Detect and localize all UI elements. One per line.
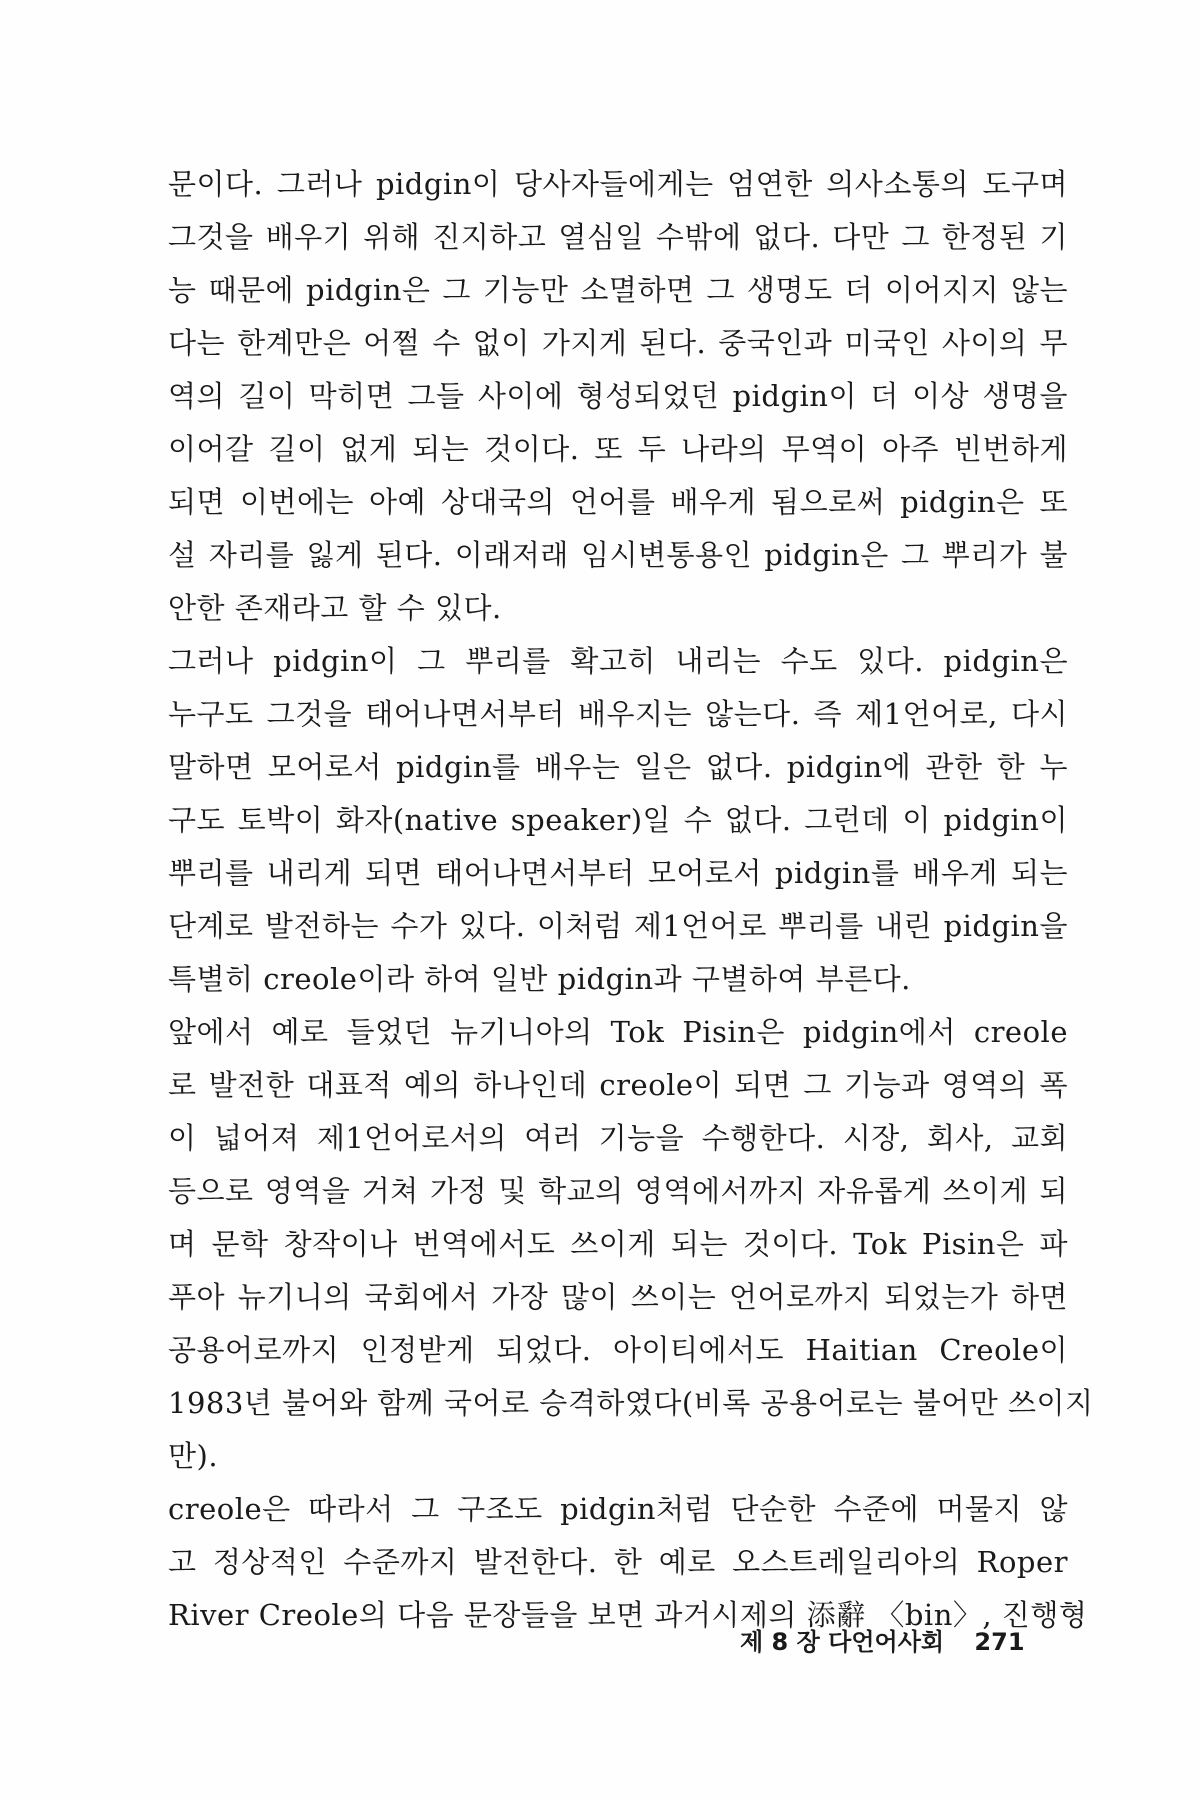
- text-line: 단계로 발전하는 수가 있다. 이처럼 제1언어로 뿌리를 내린 pidgin을: [168, 909, 1068, 943]
- text-line: 그러나 pidgin이 그 뿌리를 확고히 내리는 수도 있다. pidgin은: [168, 644, 1068, 678]
- text-line: River Creole의 다음 문장들을 보면 과거시제의 添辭 〈bin〉, 진행형: [168, 1598, 1088, 1632]
- text-line: 능 때문에 pidgin은 그 기능만 소멸하면 그 생명도 더 이어지지 않는: [168, 273, 1068, 307]
- text-line: 누구도 그것을 태어나면서부터 배우지는 않는다. 즉 제1언어로, 다시: [168, 697, 1068, 731]
- paragraph: [168, 158, 1068, 635]
- text-line: 이 넓어져 제1언어로서의 여러 기능을 수행한다. 시장, 회사, 교회: [168, 1121, 1068, 1155]
- body-text: [168, 158, 1094, 1642]
- text-line: 특별히 creole이라 하여 일반 pidgin과 구별하여 부른다.: [168, 962, 911, 996]
- text-line: 로 발전한 대표적 예의 하나인데 creole이 되면 그 기능과 영역의 폭: [168, 1068, 1068, 1102]
- text-line: 구도 토박이 화자(native speaker)일 수 없다. 그런데 이 pidgin이: [168, 803, 1068, 837]
- chapter-title: 다언어사회: [828, 1628, 945, 1656]
- text-line: 고 정상적인 수준까지 발전한다. 한 예로 오스트레일리아의 Roper: [168, 1545, 1068, 1579]
- text-line: 앞에서 예로 들었던 뉴기니아의 Tok Pisin은 pidgin에서 creole: [168, 1015, 1068, 1049]
- text-line: 며 문학 창작이나 번역에서도 쓰이게 되는 것이다. Tok Pisin은 파: [168, 1227, 1068, 1261]
- text-line: creole은 따라서 그 구조도 pidgin처럼 단순한 수준에 머물지 않: [168, 1492, 1068, 1526]
- text-line: 문이다. 그러나 pidgin이 당사자들에게는 엄연한 의사소통의 도구며: [168, 167, 1068, 201]
- text-line: 안한 존재라고 할 수 있다.: [168, 591, 502, 625]
- text-line: 되면 이번에는 아예 상대국의 언어를 배우게 됨으로써 pidgin은 또: [168, 485, 1068, 519]
- paragraph: [168, 1483, 1088, 1642]
- text-line: 만).: [168, 1439, 219, 1473]
- text-line: 그것을 배우기 위해 진지하고 열심일 수밖에 없다. 다만 그 한정된 기: [168, 220, 1068, 254]
- text-line: 뿌리를 내리게 되면 태어나면서부터 모어로서 pidgin를 배우게 되는: [168, 856, 1068, 890]
- text-line: 공용어로까지 인정받게 되었다. 아이티에서도 Haitian Creole이: [168, 1333, 1068, 1367]
- text-line: 말하면 모어로서 pidgin를 배우는 일은 없다. pidgin에 관한 한 누: [168, 750, 1068, 784]
- text-line: 이어갈 길이 없게 되는 것이다. 또 두 나라의 무역이 아주 빈번하게: [168, 432, 1068, 466]
- text-line: 등으로 영역을 거쳐 가정 및 학교의 영역에서까지 자유롭게 쓰이게 되: [168, 1174, 1068, 1208]
- paragraph: [168, 635, 1068, 1006]
- chapter-label: 제 8 장: [740, 1628, 820, 1656]
- page-footer: [740, 1622, 1025, 1657]
- paragraph: [168, 1006, 1094, 1483]
- text-line: 푸아 뉴기니의 국회에서 가장 많이 쓰이는 언어로까지 되었는가 하면: [168, 1280, 1068, 1314]
- text-line: 1983년 불어와 함께 국어로 승격하였다(비록 공용어로는 불어만 쓰이지: [168, 1386, 1094, 1420]
- text-line: 설 자리를 잃게 된다. 이래저래 임시변통용인 pidgin은 그 뿌리가 불: [168, 538, 1068, 572]
- text-line: 다는 한계만은 어쩔 수 없이 가지게 된다. 중국인과 미국인 사이의 무: [168, 326, 1068, 360]
- page-number: 271: [974, 1628, 1025, 1656]
- text-line: 역의 길이 막히면 그들 사이에 형성되었던 pidgin이 더 이상 생명을: [168, 379, 1068, 413]
